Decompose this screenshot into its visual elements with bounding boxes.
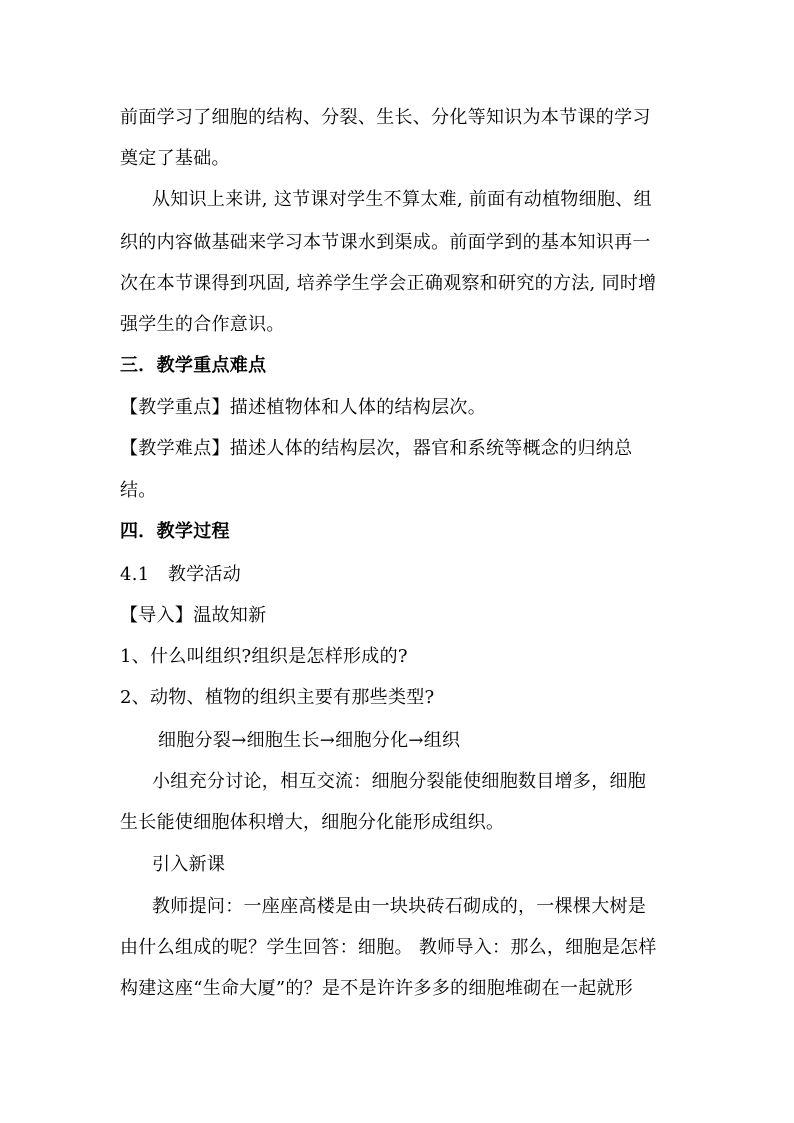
paragraph-line: 引入新课 <box>152 854 226 875</box>
paragraph-line: 小组充分讨论，相互交流：细胞分裂能使细胞数目增多，细胞 <box>152 771 647 792</box>
section-heading: 三．教学重点难点 <box>120 355 267 376</box>
paragraph-line: 奠定了基础。 <box>120 148 230 169</box>
paragraph-line: 生长能使细胞体积增大，细胞分化能形成组织。 <box>120 812 505 833</box>
paragraph-line: 结。 <box>120 480 157 501</box>
paragraph-line: 【教学重点】描述植物体和人体的结构层次。 <box>120 397 486 418</box>
paragraph-line: 【导入】温故知新 <box>120 605 267 626</box>
section-heading: 四．教学过程 <box>120 521 230 542</box>
paragraph-line: 由什么组成的呢？学生回答：细胞。 教师导入：那么，细胞是怎样 <box>120 937 657 958</box>
subsection-heading: 4.1 教学活动 <box>120 564 242 585</box>
paragraph-line: 构建这座“生命大厦”的？是不是许许多多的细胞堆砌在一起就形 <box>120 978 634 999</box>
paragraph-line: 从知识上来讲, 这节课对学生不算太难, 前面有动植物细胞、组 <box>152 189 652 210</box>
paragraph-line: 教师提问：一座座高楼是由一块块砖石砌成的，一棵棵大树是 <box>152 896 647 917</box>
paragraph-line: 前面学习了细胞的结构、分裂、生长、分化等知识为本节课的学习 <box>120 107 651 128</box>
paragraph-line: 次在本节课得到巩固, 培养学生学会正确观察和研究的方法, 同时增 <box>120 273 657 294</box>
list-item: 1、什么叫组织?组织是怎样形成的? <box>120 646 408 667</box>
paragraph-line: 织的内容做基础来学习本节课水到渠成。前面学到的基本知识再一 <box>120 232 651 253</box>
paragraph-line: 【教学难点】描述人体的结构层次，器官和系统等概念的归纳总 <box>120 438 633 459</box>
list-item: 2、动物、植物的组织主要有那些类型? <box>120 687 435 708</box>
process-flow: 细胞分裂→细胞生长→细胞分化→组织 <box>158 730 461 751</box>
paragraph-line: 强学生的合作意识。 <box>120 314 285 335</box>
